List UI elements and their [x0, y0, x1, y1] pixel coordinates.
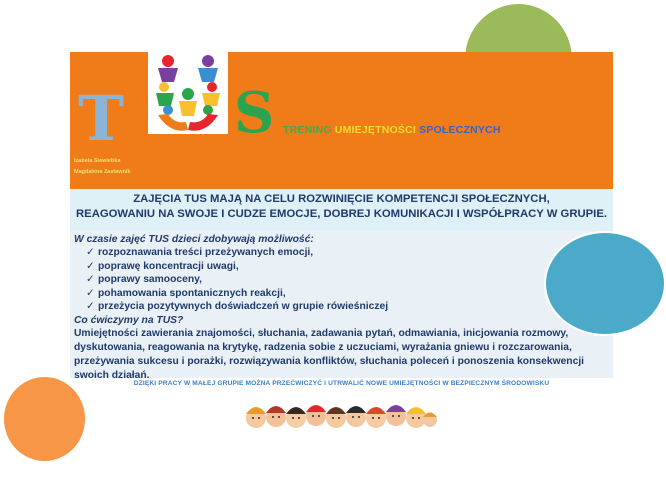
list-item — [86, 273, 609, 287]
content-panel — [70, 231, 613, 382]
list-item — [86, 246, 609, 260]
checkmark-icon: ✓ — [86, 247, 95, 258]
author-name: Magdalena Zastawnik — [74, 169, 131, 175]
practice-description: Umiejętności zawierania znajomości, słuchania, zadawania pytań, odmawiania, inicjowania rozmowy, dyskutowania, reagowania na krytykę, radzenia sobie z uczuciami, wyrażania gniewu i rozczarowania, przeżywania sukcesu i porażki, rozwiązywania konfliktów, słuchania poleceń i ponoszenia konsekwencji swoich działań. — [74, 327, 585, 382]
children-faces-illustration — [244, 398, 438, 433]
list-item-text: pohamowania spontanicznych reakcji, — [98, 287, 286, 299]
author-name: Izabela Siewiebka — [74, 158, 121, 164]
practice-question: Co ćwiczymy na TUS? — [74, 314, 184, 326]
checkmark-icon: ✓ — [86, 287, 95, 299]
goal-line-2: REAGOWANIU NA SWOJE I CUDZE EMOCJE, DOBREJ KOMUNIKACJI I WSPÓŁPRACY W GRUPIE. — [76, 208, 607, 220]
list-item — [86, 287, 609, 301]
list-item — [86, 300, 609, 314]
logo-subtitle-word-3: SPOŁECZNYCH — [419, 124, 501, 136]
list-item-text: poprawy samooceny, — [98, 274, 202, 285]
skills-lead: W czasie zajęć TUS dzieci zdobywają możliwość: — [74, 234, 314, 245]
checkmark-icon: ✓ — [86, 274, 95, 285]
skills-list — [86, 246, 609, 314]
logo-letter-t: T — [78, 82, 125, 155]
goal-banner — [70, 189, 613, 231]
logo-subtitle — [283, 124, 501, 136]
goal-line-1: ZAJĘCIA TUS MAJĄ NA CELU ROZWINIĘCIE KOMPETENCJI SPOŁECZNYCH, — [133, 193, 550, 205]
list-item-text: przeżycia pozytywnych doświadczeń w grupie rówieśniczej — [98, 301, 389, 312]
authors — [74, 156, 131, 178]
decorative-blue-circle — [544, 231, 666, 336]
list-item — [86, 260, 609, 274]
list-item-text: rozpoznawania treści przeżywanych emocji, — [98, 247, 314, 258]
decorative-orange-circle — [2, 375, 87, 463]
people-figures-u-icon — [148, 52, 228, 134]
list-item-text: poprawę koncentracji uwagi, — [98, 260, 239, 272]
checkmark-icon: ✓ — [86, 260, 95, 272]
logo-letter-s: S — [234, 80, 275, 146]
tagline: DZIĘKI PRACY W MAŁEJ GRUPIE MOŻNA PRZEĆWICZYĆ I UTRWALIĆ NOWE UMIEJĘTNOŚCI W BEZPIECZNYM ŚRODOWISKU — [133, 380, 550, 387]
logo-subtitle-word-2: UMIEJĘTNOŚCI — [334, 124, 416, 136]
checkmark-icon: ✓ — [86, 301, 95, 312]
header-banner — [70, 52, 613, 189]
logo-subtitle-word-1: TRENING — [283, 124, 332, 136]
